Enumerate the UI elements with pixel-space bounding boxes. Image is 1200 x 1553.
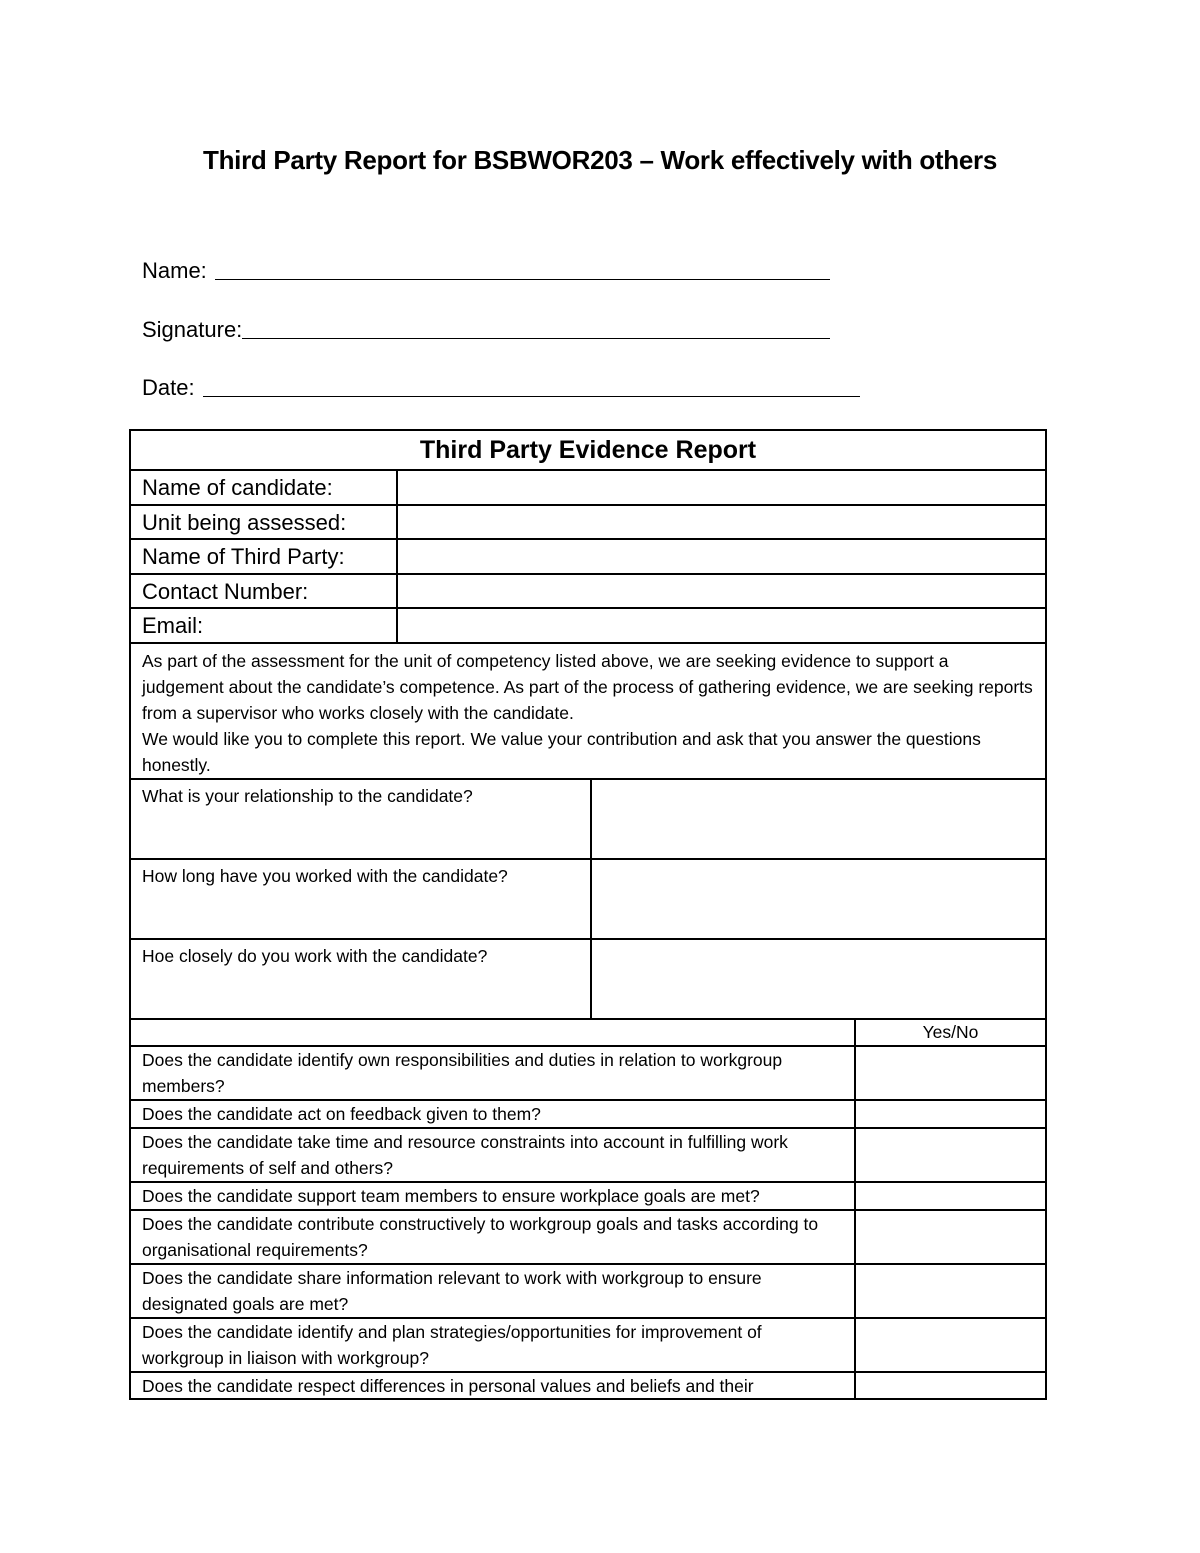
field-label: Name of candidate:	[142, 475, 333, 500]
field-row-email	[131, 607, 1045, 642]
yes-no-column-header: Yes/No	[854, 1020, 1045, 1045]
checklist-question: Does the candidate share information relevant to work with workgroup to ensure designated goals are met?	[142, 1267, 762, 1314]
intro-paragraph: We would like you to complete this report. We value your contribution and ask that you answer the questions honestly.	[142, 728, 981, 775]
checklist-header-blank	[131, 1020, 854, 1045]
question-text: What is your relationship to the candidate?	[142, 785, 473, 806]
field-label: Unit being assessed:	[142, 509, 347, 535]
date-signoff-line	[142, 375, 860, 401]
contact-number-field[interactable]	[396, 575, 1045, 608]
third-party-evidence-form	[129, 429, 1047, 1400]
intro-text	[131, 644, 1045, 778]
relationship-question-row	[131, 778, 1045, 858]
email-field[interactable]	[396, 609, 1045, 642]
date-blank-field[interactable]	[203, 378, 860, 397]
document-title: Third Party Report for BSBWOR203 – Work effectively with others	[202, 145, 997, 175]
yes-no-answer-field[interactable]	[854, 1129, 1045, 1181]
checklist-question: Does the candidate take time and resource constraints into account in fulfilling work requirements of self and others?	[142, 1131, 788, 1178]
name-blank-field[interactable]	[215, 261, 830, 280]
question-text: How long have you worked with the candidate?	[142, 865, 508, 886]
relationship-question-row	[131, 858, 1045, 938]
intro-row	[131, 642, 1045, 778]
checklist-row	[131, 1127, 1045, 1181]
checklist-question: Does the candidate identify own responsibilities and duties in relation to workgroup members?	[142, 1049, 783, 1096]
checklist-question: Does the candidate respect differences in personal values and beliefs and their	[142, 1375, 754, 1396]
yes-no-answer-field[interactable]	[854, 1265, 1045, 1317]
field-label: Email:	[142, 613, 204, 638]
checklist-row	[131, 1317, 1045, 1371]
report-heading-row	[131, 431, 1045, 469]
name-of-candidate-field[interactable]	[396, 471, 1045, 504]
checklist-row	[131, 1099, 1045, 1127]
relationship-question-row	[131, 938, 1045, 1018]
report-heading: Third Party Evidence Report	[419, 436, 757, 464]
checklist-question: Does the candidate contribute constructively to workgroup goals and tasks according to organisational requirements?	[142, 1213, 819, 1260]
unit-being-assessed-field[interactable]	[396, 506, 1045, 539]
name-of-third-party-field[interactable]	[396, 540, 1045, 573]
checklist-row	[131, 1263, 1045, 1317]
checklist-header-row	[131, 1018, 1045, 1045]
checklist-row	[131, 1045, 1045, 1099]
duration-answer-field[interactable]	[590, 860, 1045, 938]
yes-no-answer-field[interactable]	[854, 1183, 1045, 1209]
yes-no-answer-field[interactable]	[854, 1211, 1045, 1263]
signature-blank-field[interactable]	[242, 320, 830, 339]
relationship-answer-field[interactable]	[590, 780, 1045, 858]
field-row-name-of-third-party	[131, 538, 1045, 573]
checklist-row	[131, 1371, 1045, 1398]
date-label: Date:	[142, 375, 195, 400]
field-label: Contact Number:	[142, 578, 309, 604]
field-row-contact-number	[131, 573, 1045, 608]
question-text: Hoe closely do you work with the candidate?	[142, 945, 488, 966]
yes-no-answer-field[interactable]	[854, 1047, 1045, 1099]
closeness-answer-field[interactable]	[590, 940, 1045, 1018]
checklist-question: Does the candidate identify and plan strategies/opportunities for improvement of workgroup in liaison with workgroup?	[142, 1321, 762, 1368]
checklist-question: Does the candidate support team members to ensure workplace goals are met?	[142, 1185, 760, 1206]
signature-signoff-line	[142, 317, 830, 343]
field-row-name-of-candidate	[131, 469, 1045, 504]
yes-no-answer-field[interactable]	[854, 1319, 1045, 1371]
name-signoff-line	[142, 258, 830, 284]
checklist-row	[131, 1209, 1045, 1263]
yes-no-answer-field[interactable]	[854, 1373, 1045, 1398]
checklist-question: Does the candidate act on feedback given to them?	[142, 1103, 541, 1124]
checklist-row	[131, 1181, 1045, 1209]
name-label: Name:	[142, 258, 207, 283]
intro-paragraph: As part of the assessment for the unit of competency listed above, we are seeking evidence to support a judgement about the candidate’s competence. As part of the process of gathering evidence, we are seeking reports from a supervisor who works closely with the candidate.	[142, 650, 1033, 723]
signature-label: Signature:	[142, 317, 243, 342]
field-row-unit-being-assessed	[131, 504, 1045, 539]
field-label: Name of Third Party:	[142, 544, 345, 569]
yes-no-answer-field[interactable]	[854, 1101, 1045, 1127]
